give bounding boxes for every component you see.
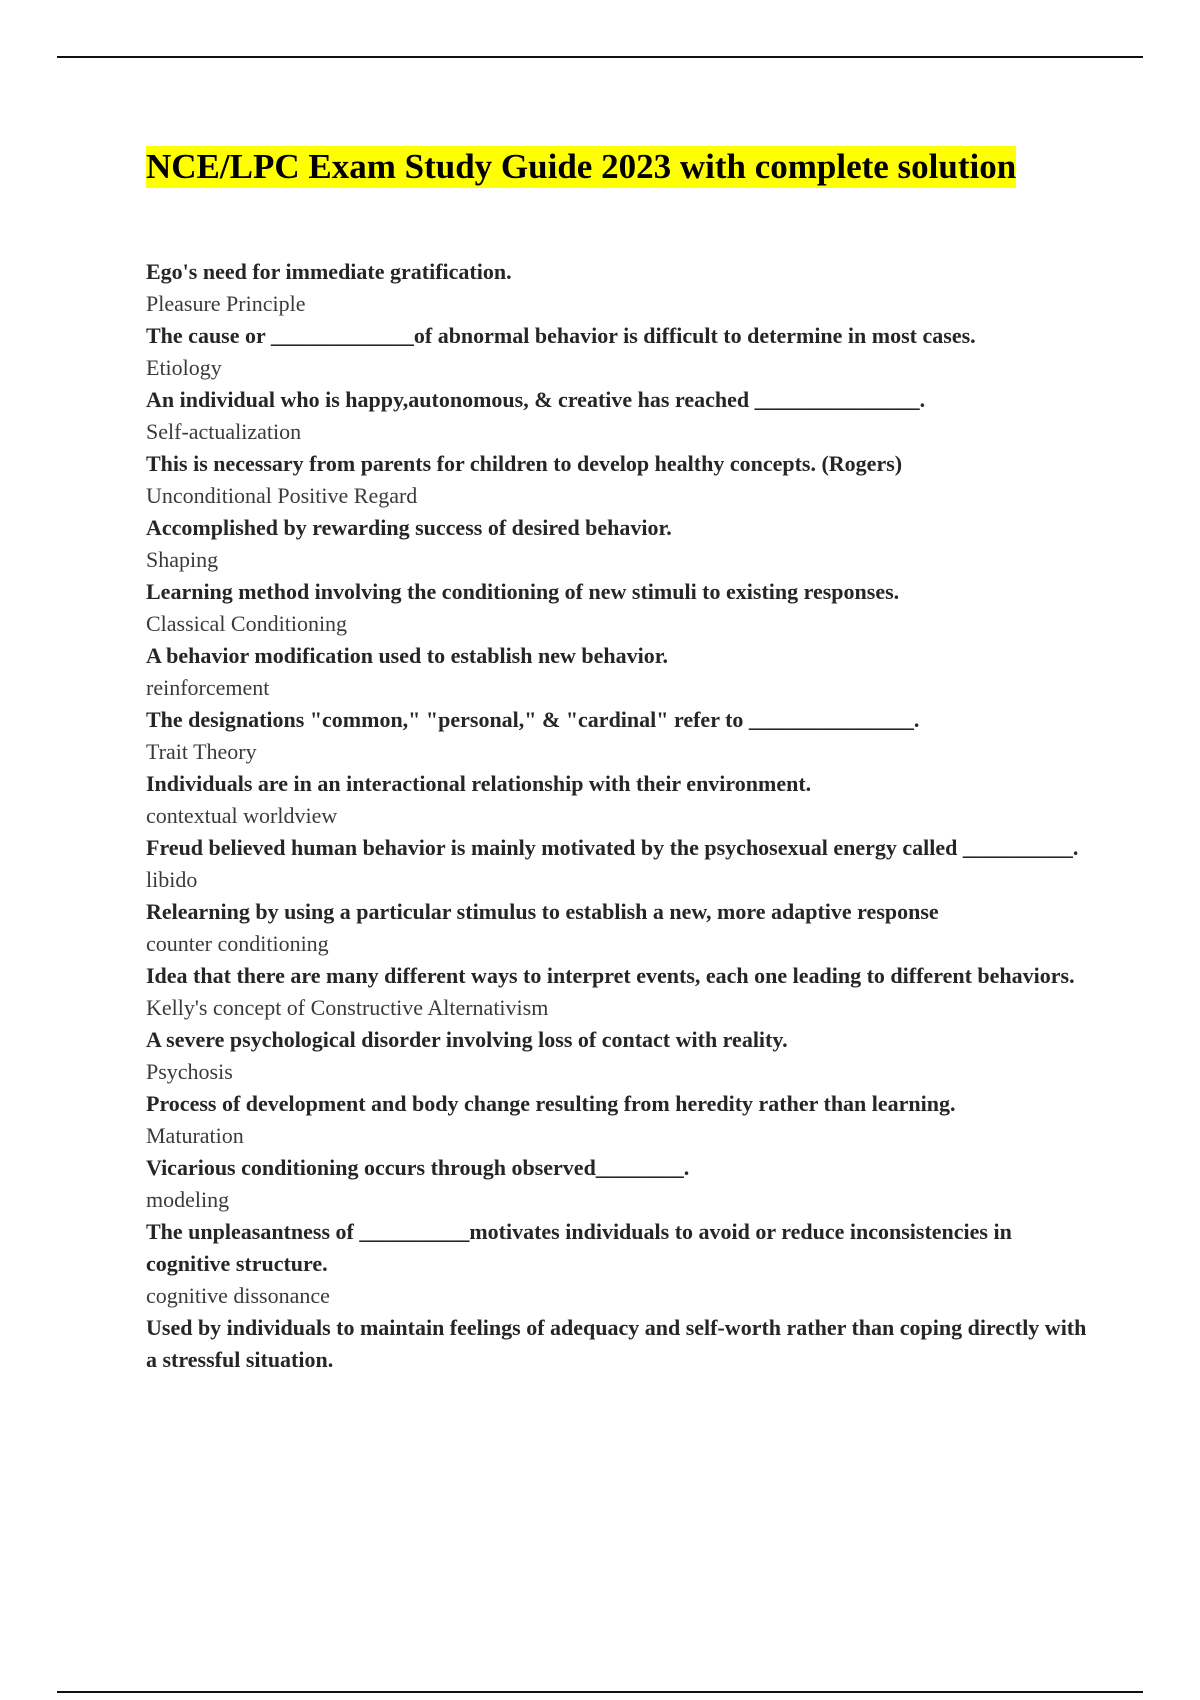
answer-16: cognitive dissonance xyxy=(146,1283,330,1308)
question-4: This is necessary from parents for children to develop healthy concepts. (Rogers) xyxy=(146,451,903,476)
question-8: The designations "common," "personal," & "cardinal" refer to _______________. xyxy=(146,707,920,732)
question-16: The unpleasantness of __________motivates individuals to avoid or reduce inconsistencies in cognitive structure. xyxy=(146,1219,1012,1276)
question-12: Idea that there are many different ways to interpret events, each one leading to different behaviors. xyxy=(146,963,1075,988)
answer-12: Kelly's concept of Constructive Alternativism xyxy=(146,995,549,1020)
answer-6: Classical Conditioning xyxy=(146,611,348,636)
question-14: Process of development and body change resulting from heredity rather than learning. xyxy=(146,1091,956,1116)
question-10: Freud believed human behavior is mainly motivated by the psychosexual energy called __________. xyxy=(146,835,1079,860)
answer-10: libido xyxy=(146,867,198,892)
question-17: Used by individuals to maintain feelings of adequacy and self-worth rather than coping directly with a stressful situation. xyxy=(146,1315,1087,1372)
answer-13: Psychosis xyxy=(146,1059,233,1084)
question-9: Individuals are in an interactional relationship with their environment. xyxy=(146,771,812,796)
answer-3: Self-actualization xyxy=(146,419,302,444)
answer-8: Trait Theory xyxy=(146,739,257,764)
question-7: A behavior modification used to establish new behavior. xyxy=(146,643,668,668)
question-5: Accomplished by rewarding success of desired behavior. xyxy=(146,515,672,540)
qa-list xyxy=(146,256,1096,1376)
answer-2: Etiology xyxy=(146,355,222,380)
answer-5: Shaping xyxy=(146,547,219,572)
question-2: The cause or _____________of abnormal behavior is difficult to determine in most cases. xyxy=(146,323,976,348)
top-rule xyxy=(57,56,1143,58)
answer-11: counter conditioning xyxy=(146,931,329,956)
answer-15: modeling xyxy=(146,1187,230,1212)
bottom-rule xyxy=(57,1691,1143,1693)
answer-9: contextual worldview xyxy=(146,803,338,828)
answer-4: Unconditional Positive Regard xyxy=(146,483,418,508)
question-6: Learning method involving the conditioning of new stimuli to existing responses. xyxy=(146,579,900,604)
answer-14: Maturation xyxy=(146,1123,244,1148)
question-3: An individual who is happy,autonomous, & creative has reached _______________. xyxy=(146,387,926,412)
document-title: NCE/LPC Exam Study Guide 2023 with complete solution xyxy=(146,147,1017,186)
question-11: Relearning by using a particular stimulus to establish a new, more adaptive response xyxy=(146,899,939,924)
question-13: A severe psychological disorder involving loss of contact with reality. xyxy=(146,1027,788,1052)
question-1: Ego's need for immediate gratification. xyxy=(146,259,512,284)
answer-7: reinforcement xyxy=(146,675,270,700)
answer-1: Pleasure Principle xyxy=(146,291,306,316)
question-15: Vicarious conditioning occurs through observed________. xyxy=(146,1155,690,1180)
